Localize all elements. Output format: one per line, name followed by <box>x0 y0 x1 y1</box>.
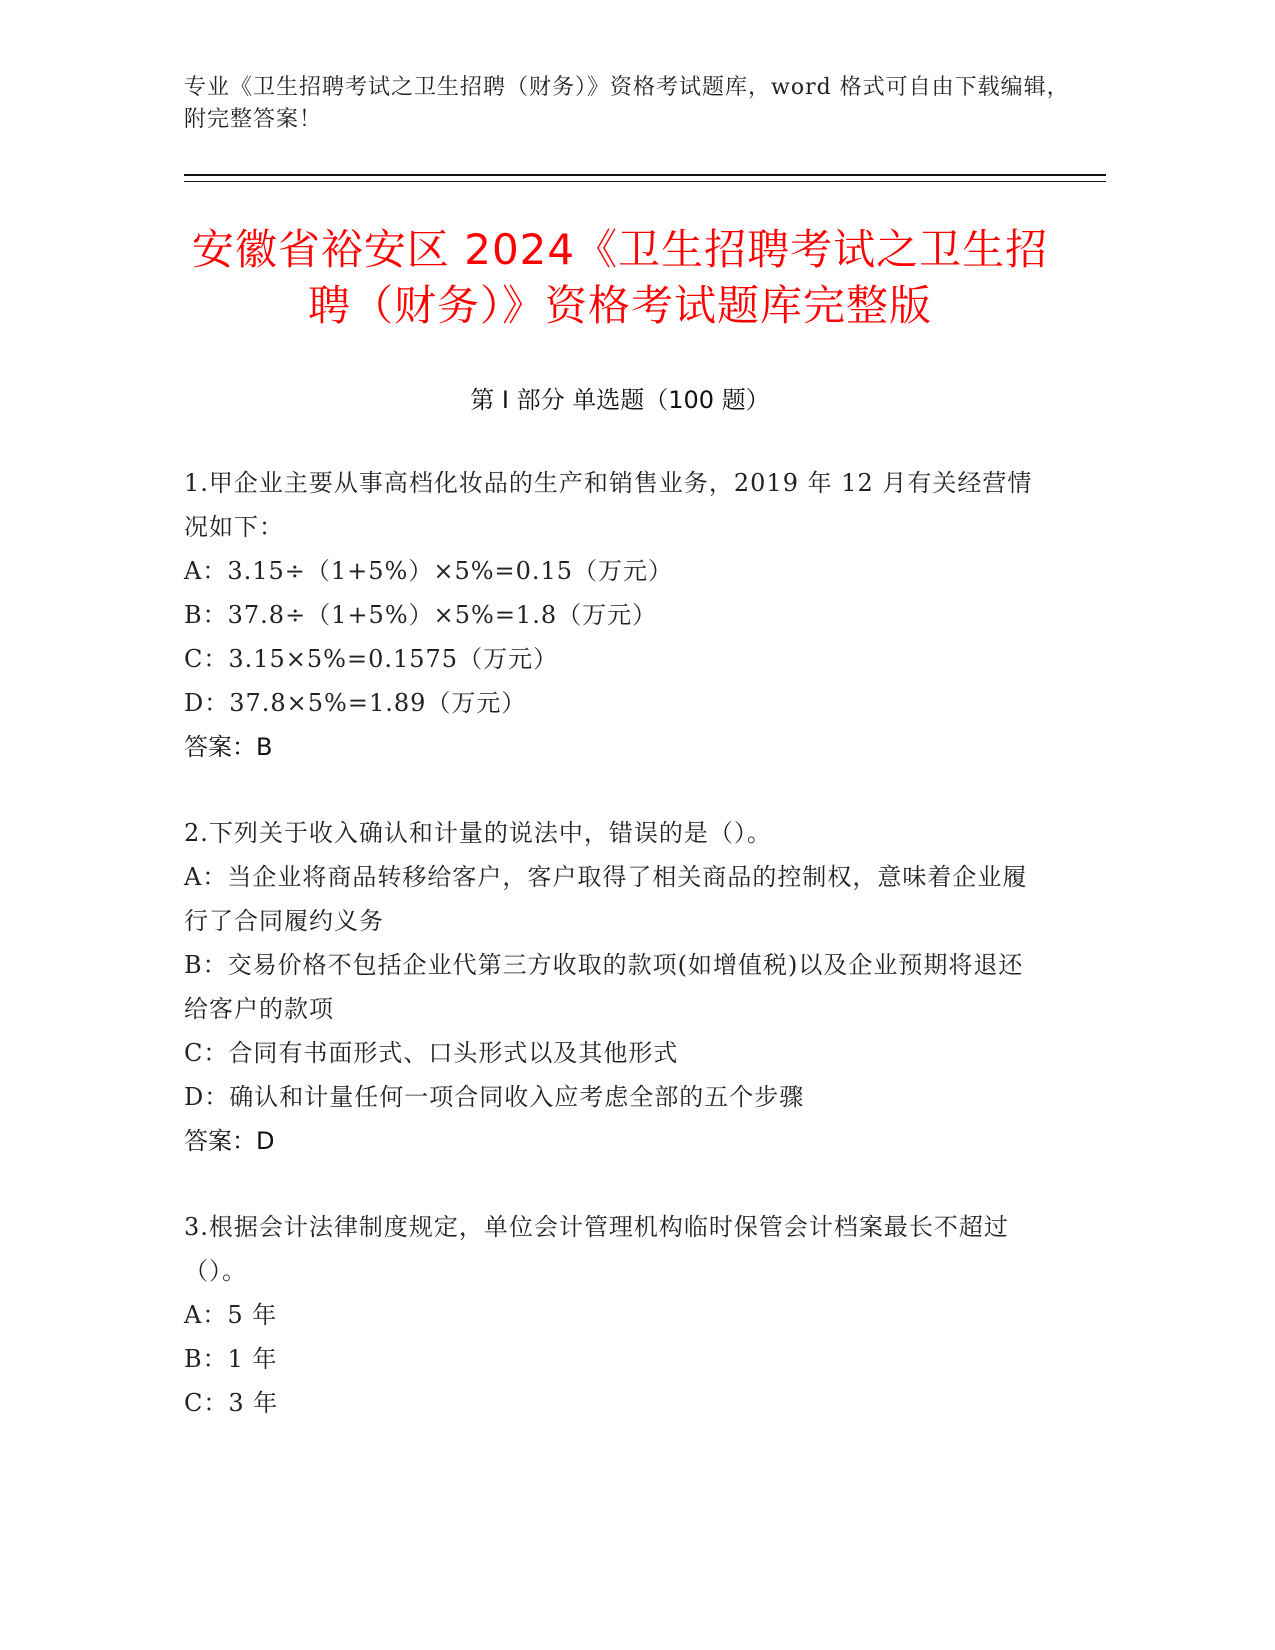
question-2 <box>184 811 1044 1163</box>
answer: 答案：D <box>184 1127 275 1155</box>
question-list <box>184 461 1044 1467</box>
option-d: D：37.8×5%=1.89（万元） <box>184 689 527 717</box>
option-b: B：1 年 <box>184 1345 278 1373</box>
document-title: 安徽省裕安区 2024《卫生招聘考试之卫生招聘（财务）》资格考试题库完整版 <box>191 225 1049 330</box>
question-stem: 2.下列关于收入确认和计量的说法中，错误的是（）。 <box>184 819 772 847</box>
option-a: A：3.15÷（1+5%）×5%=0.15（万元） <box>184 557 674 585</box>
option-a: A：当企业将商品转移给客户，客户取得了相关商品的控制权，意味着企业履行了合同履约义务 <box>184 863 1028 935</box>
header-rule-thin <box>184 181 1106 182</box>
option-b: B：37.8÷（1+5%）×5%=1.8（万元） <box>184 601 658 629</box>
question-stem: 3.根据会计法律制度规定，单位会计管理机构临时保管会计档案最长不超过（）。 <box>184 1213 1009 1285</box>
option-c: C：3 年 <box>184 1389 279 1417</box>
answer: 答案：B <box>184 733 273 761</box>
question-3 <box>184 1205 1044 1425</box>
option-a: A：5 年 <box>184 1301 278 1329</box>
header-rule-thick <box>184 174 1106 176</box>
option-c: C：合同有书面形式、口头形式以及其他形式 <box>184 1039 679 1067</box>
option-c: C：3.15×5%=0.1575（万元） <box>184 645 559 673</box>
section-title: 第 I 部分 单选题（100 题） <box>470 386 770 414</box>
question-stem: 1.甲企业主要从事高档化妆品的生产和销售业务，2019 年 12 月有关经营情况如下： <box>184 469 1033 541</box>
header-note: 专业《卫生招聘考试之卫生招聘（财务）》资格考试题库，word 格式可自由下载编辑，附完整答案！ <box>184 75 1070 132</box>
question-1 <box>184 461 1044 769</box>
option-b: B：交易价格不包括企业代第三方收取的款项(如增值税)以及企业预期将退还给客户的款项 <box>184 951 1024 1023</box>
option-d: D：确认和计量任何一项合同收入应考虑全部的五个步骤 <box>184 1083 805 1111</box>
